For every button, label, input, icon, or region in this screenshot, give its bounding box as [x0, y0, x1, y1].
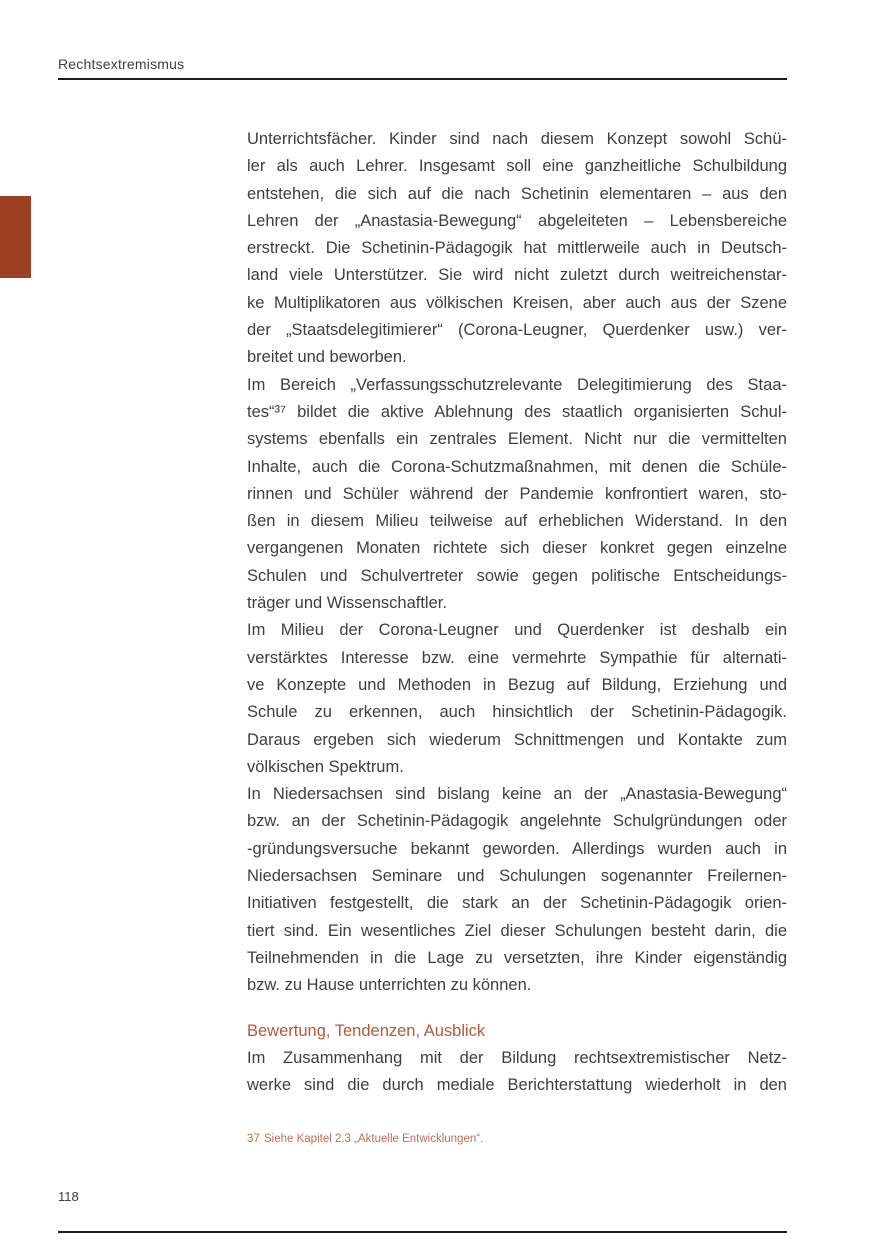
text-line: ke Multiplikatoren aus völkischen Kreisen, aber auch aus der Szene: [247, 293, 787, 312]
text-line: Initiativen festgestellt, die stark an der Schetinin-Pädagogik orien-: [247, 894, 787, 913]
text-line: bzw. an der Schetinin-Pädagogik angelehnte Schulgründungen oder: [247, 812, 787, 831]
text-line: -gründungsversuche bekannt geworden. Allerdings wurden auch in: [247, 839, 787, 858]
text-line: Lehren der „Anastasia-Bewegung“ abgeleiteten – Lebensbereiche: [247, 211, 787, 230]
paragraph: [247, 617, 787, 781]
text-line: bzw. zu Hause unterrichten zu können.: [247, 976, 532, 995]
footnote-text: Siehe Kapitel 2.3 „Aktuelle Entwicklungen“.: [264, 1133, 484, 1145]
text-line: breitet und beworben.: [247, 348, 407, 367]
text-line: tes“³⁷ bildet die aktive Ablehnung des staatlich organisierten Schul-: [247, 402, 787, 421]
text-line: land viele Unterstützer. Sie wird nicht zuletzt durch weitreichenstar-: [247, 266, 787, 285]
running-header-chapter-title: Rechtsextremismus: [58, 56, 185, 72]
text-line: entstehen, die sich auf die nach Schetinin elementaren – aus den: [247, 184, 787, 203]
text-line: tiert sind. Ein wesentliches Ziel dieser Schulungen besteht darin, die: [247, 921, 787, 940]
text-line: Schule zu erkennen, auch hinsichtlich der Schetinin-Pädagogik.: [247, 703, 787, 722]
text-line: werke sind die durch mediale Berichterstattung wiederholt in den: [247, 1076, 787, 1095]
text-line: Schulen und Schulvertreter sowie gegen politische Entscheidungs-: [247, 566, 787, 585]
body-text: [247, 126, 787, 1099]
footnote: [247, 1132, 787, 1146]
paragraph: [247, 126, 787, 372]
text-line: In Niedersachsen sind bislang keine an der „Anastasia-Bewegung“: [247, 785, 787, 804]
footer-rule: [58, 1231, 787, 1233]
text-line: verstärktes Interesse bzw. eine vermehrte Sympathie für alternati-: [247, 648, 787, 667]
paragraph: [247, 1045, 787, 1100]
text-line: der „Staatsdelegitimierer“ (Corona-Leugner, Querdenker usw.) ver-: [247, 321, 787, 340]
text-line: völkischen Spektrum.: [247, 757, 404, 776]
section-heading: Bewertung, Tendenzen, Ausblick: [247, 1021, 486, 1040]
text-line: Daraus ergeben sich wiederum Schnittmengen und Kontakte zum: [247, 730, 787, 749]
footnote-marker: 37: [247, 1133, 260, 1145]
text-line: Im Zusammenhang mit der Bildung rechtsextremistischer Netz-: [247, 1048, 787, 1067]
text-line: ve Konzepte und Methoden in Bezug auf Bildung, Erziehung und: [247, 675, 787, 694]
text-line: rinnen und Schüler während der Pandemie konfrontiert waren, sto-: [247, 484, 787, 503]
text-line: vergangenen Monaten richtete sich dieser konkret gegen einzelne: [247, 539, 787, 558]
text-line: Unterrichtsfächer. Kinder sind nach diesem Konzept sowohl Schü-: [247, 130, 787, 148]
text-line: systems ebenfalls ein zentrales Element. Nicht nur die vermittelten: [247, 430, 787, 449]
paragraph: [247, 372, 787, 618]
text-line: Im Bereich „Verfassungsschutzrelevante Delegitimierung des Staa-: [247, 375, 787, 394]
text-line: erstreckt. Die Schetinin-Pädagogik hat mittlerweile auch in Deutsch-: [247, 239, 787, 258]
text-line: Teilnehmenden in die Lage zu versetzten, ihre Kinder eigenständig: [247, 948, 787, 967]
text-line: Niedersachsen Seminare und Schulungen sogenannter Freilernen-: [247, 867, 787, 886]
chapter-margin-marker: [0, 196, 31, 278]
text-line: träger und Wissenschaftler.: [247, 594, 447, 613]
text-line: Inhalte, auch die Corona-Schutzmaßnahmen, mit denen die Schüle-: [247, 457, 787, 476]
paragraph: [247, 781, 787, 999]
text-line: Im Milieu der Corona-Leugner und Querdenker ist deshalb ein: [247, 621, 787, 640]
text-line: ßen in diesem Milieu teilweise auf erheblichen Widerstand. In den: [247, 512, 787, 531]
page-number: 118: [58, 1189, 79, 1204]
text-line: ler als auch Lehrer. Insgesamt soll eine ganzheitliche Schulbildung: [247, 157, 787, 176]
header-rule: [58, 78, 787, 80]
